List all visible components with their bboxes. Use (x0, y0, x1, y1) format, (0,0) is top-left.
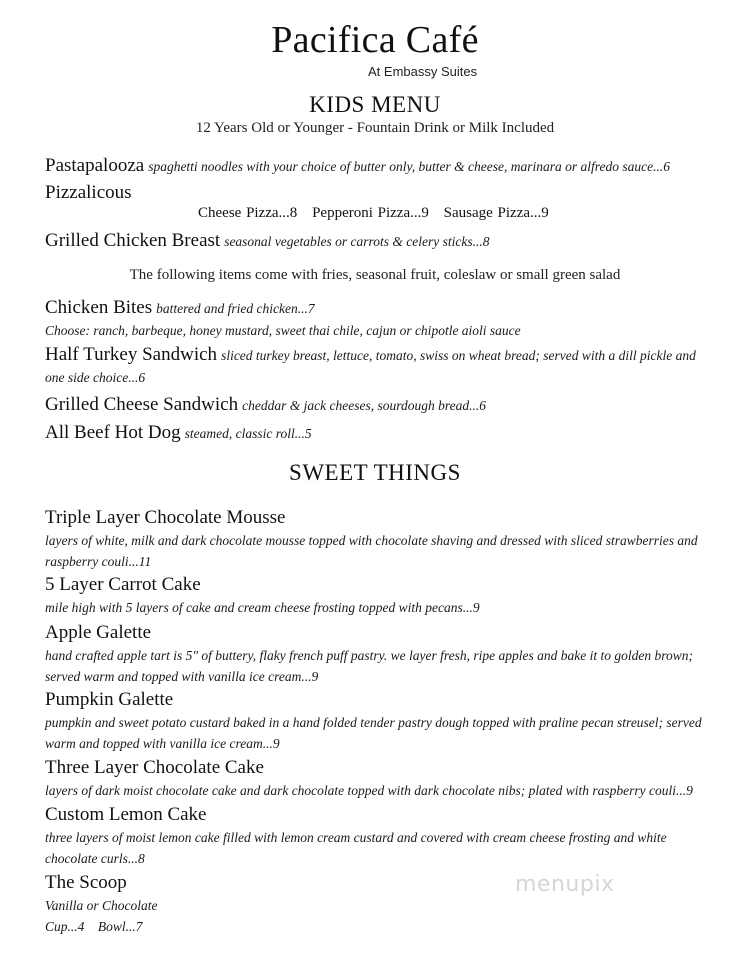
item-name: Half Turkey Sandwich (45, 344, 218, 365)
restaurant-title: Pacifica Café (271, 19, 479, 61)
item-name: 5 Layer Carrot Cake (45, 574, 201, 595)
item-description: sliced turkey breast, lettuce, tomato, swiss on wheat bread; served with a dill pickle and one side choice...6 (45, 348, 696, 385)
dessert-apple-galette (45, 621, 715, 687)
item-prices: Cup...4 Bowl...7 (45, 919, 143, 934)
sauce-options: Choose: ranch, barbeque, honey mustard, sweet thai chile, cajun or chipotle aioli sauce (45, 323, 521, 338)
item-name: Grilled Cheese Sandwich (45, 394, 239, 415)
item-description: layers of white, milk and dark chocolate mousse topped with chocolate shaving and dressed with sliced strawberries and raspberry couli...11 (45, 533, 698, 569)
chicken-bites-sauce-options (45, 319, 715, 343)
item-name: Three Layer Chocolate Cake (45, 757, 264, 778)
item-name: Grilled Chicken Breast (45, 230, 221, 251)
dessert-chocolate-cake (45, 756, 715, 801)
item-description: spaghetti noodles with your choice of butter only, butter & cheese, marinara or alfredo sauce...6 (148, 159, 670, 174)
sides-note: The following items come with fries, seasonal fruit, coleslaw or small green salad (129, 267, 621, 283)
sweet-things-heading: SWEET THINGS (289, 460, 461, 485)
item-name: Pastapalooza (45, 155, 145, 176)
item-name: Custom Lemon Cake (45, 804, 207, 825)
kids-menu-note: 12 Years Old or Younger - Fountain Drink or Milk Included (195, 120, 555, 136)
dessert-lemon-cake (45, 803, 715, 869)
item-description: battered and fried chicken...7 (156, 301, 315, 316)
item-description: cheddar & jack cheeses, sourdough bread...6 (242, 398, 486, 413)
dessert-carrot-cake (45, 573, 715, 618)
pizza-option-cheese: Cheese Pizza...8 (198, 205, 298, 221)
item-description: three layers of moist lemon cake filled with lemon cream custard and covered with cream cheese frosting and white chocolate curls...8 (45, 830, 667, 866)
pizza-option-sausage: Sausage Pizza...9 (443, 205, 549, 221)
menu-item-grilled-cheese (45, 393, 715, 418)
item-name: The Scoop (45, 872, 127, 893)
dessert-the-scoop (45, 871, 715, 937)
item-name: Apple Galette (45, 622, 152, 643)
restaurant-subtitle: At Embassy Suites (368, 64, 478, 79)
item-name: Triple Layer Chocolate Mousse (45, 507, 286, 528)
item-description: steamed, classic roll...5 (184, 426, 312, 441)
dessert-chocolate-mousse (45, 506, 715, 572)
pizza-option-pepperoni: Pepperoni Pizza...9 (312, 205, 429, 221)
item-description: hand crafted apple tart is 5" of buttery, flaky french puff pastry. we layer fresh, ripe apples and bake it to golden brown; served warm and topped with vanilla ice cream...9 (45, 648, 693, 684)
item-name: Pizzalicous (45, 182, 132, 203)
item-description: seasonal vegetables or carrots & celery sticks...8 (224, 234, 490, 249)
item-description: Vanilla or Chocolate (45, 898, 158, 913)
item-name: Pumpkin Galette (45, 689, 174, 710)
item-description: layers of dark moist chocolate cake and dark chocolate topped with dark chocolate nibs; plated with raspberry couli...9 (45, 783, 693, 798)
menu-item-half-turkey (45, 344, 715, 389)
watermark-logo: menupix (515, 872, 615, 897)
menu-item-hot-dog (45, 421, 715, 446)
menu-item-pastapalooza (45, 154, 715, 179)
menu-item-grilled-chicken (45, 229, 715, 254)
item-description: pumpkin and sweet potato custard baked in a hand folded tender pastry dough topped with praline pecan streusel; served warm and topped with vanilla ice cream...9 (45, 715, 702, 751)
item-name: Chicken Bites (45, 297, 153, 318)
menu-item-pizzalicous (45, 181, 715, 206)
dessert-pumpkin-galette (45, 688, 715, 754)
item-name: All Beef Hot Dog (45, 422, 181, 443)
kids-menu-heading: KIDS MENU (309, 92, 441, 117)
menu-item-chicken-bites (45, 296, 715, 321)
item-description: mile high with 5 layers of cake and cream cheese frosting topped with pecans...9 (45, 600, 480, 615)
pizza-options (198, 205, 559, 222)
